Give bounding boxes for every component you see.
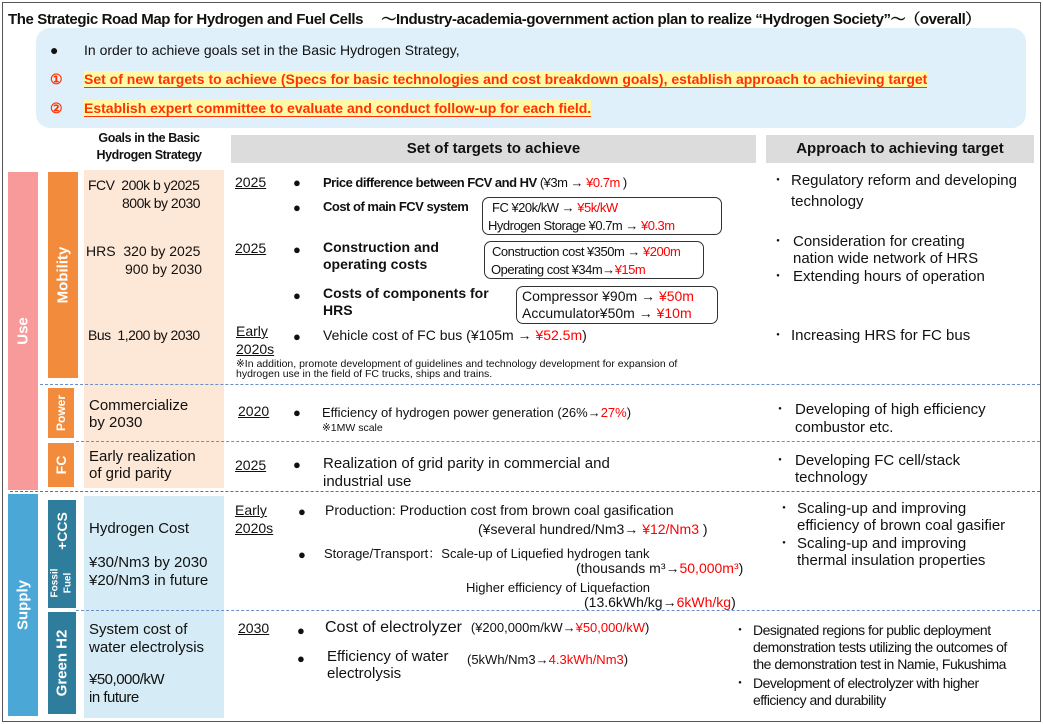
bullet-icon: ●	[293, 405, 301, 420]
goals-header: Goals in the Basic Hydrogen Strategy	[96, 131, 202, 162]
category-fc: FC	[48, 443, 74, 487]
bullet-icon: ●	[293, 329, 301, 344]
approach-combustor-2: combustor etc.	[795, 419, 894, 436]
section-supply: Supply	[8, 494, 38, 716]
divider	[40, 384, 1040, 385]
bullet-icon: ●	[293, 200, 301, 215]
target-water-efficiency-2: electrolysis	[327, 665, 402, 682]
divider	[76, 441, 1040, 442]
year-label: 2025	[235, 240, 267, 256]
target-production: Production: Production cost from brown coal gasification	[325, 502, 674, 518]
intro-line-1: ● In order to achieve goals set in the Basic Hydrogen Strategy,	[50, 42, 460, 58]
bullet-icon: ●	[293, 175, 301, 190]
category-power: Power	[48, 388, 74, 438]
approach-regulatory-2: technology	[791, 193, 864, 210]
goal-hrs: HRS 320 by 2025	[86, 243, 201, 259]
goal-bus: Bus 1,200 by 2030	[88, 327, 200, 343]
bullet-icon: ・	[771, 268, 785, 284]
goal-electrolysis-cost: ¥50,000/kW	[89, 671, 165, 688]
approach-namie-3: the demonstration test in Namie, Fukushima	[753, 656, 1006, 672]
year-label: Early	[236, 323, 268, 339]
goal-cost-future: ¥20/Nm3 in future	[89, 572, 209, 589]
category-mobility: Mobility	[48, 172, 78, 378]
bullet-icon: ・	[777, 535, 791, 551]
target-fc-cost: FC ¥20k/kW → ¥5k/kW	[492, 200, 618, 215]
targets-header: Set of targets to achieve	[231, 135, 756, 163]
bullet-icon: ●	[293, 457, 301, 472]
target-components-hrs: HRS	[323, 302, 353, 318]
year-label: 2030	[238, 620, 270, 636]
target-operating: operating costs	[323, 256, 428, 272]
approach-fc-bus: Increasing HRS for FC bus	[791, 327, 971, 344]
bullet-icon: ・	[733, 675, 747, 691]
goal-electrolysis-future: in future	[89, 689, 139, 706]
approach-extend-hours: Extending hours of operation	[793, 268, 985, 285]
bullet-icon: ●	[50, 42, 59, 58]
approach-insulation-2: thermal insulation properties	[797, 552, 986, 569]
year-label: 2020s	[236, 341, 275, 357]
category-green-h2: Green H2	[48, 612, 76, 714]
approach-regulatory: Regulatory reform and developing	[791, 172, 1017, 189]
divider	[76, 610, 1040, 611]
goal-power: Commercialize	[89, 397, 189, 414]
target-construction: Construction and	[323, 239, 439, 255]
intro-line-3: ② Establish expert committee to evaluate and conduct follow-up for each field.	[50, 100, 592, 116]
bullet-icon: ●	[298, 504, 306, 519]
bullet-icon: ・	[733, 622, 747, 638]
target-storage: Storage/Transport：Scale-up of Liquefied hydrogen tank	[324, 546, 650, 561]
divider	[10, 491, 1040, 492]
goal-fc-2: of grid parity	[89, 465, 172, 482]
target-power-efficiency: Efficiency of hydrogen power generation (26%→27%)	[322, 405, 632, 420]
note-fc-trucks-2: hydrogen use in the field of FC trucks, ships and trains.	[236, 368, 493, 380]
bullet-icon: ・	[771, 233, 785, 249]
approach-header: Approach to achieving target	[766, 135, 1034, 163]
intro-line-2: ① Set of new targets to achieve (Specs for basic technologies and cost breakdown goals), establish approach to achieving target	[50, 71, 928, 87]
target-accumulator: Accumulator¥50m → ¥10m	[522, 305, 692, 321]
target-grid-parity: Realization of grid parity in commercial and	[323, 455, 610, 472]
goal-fcv-2030: 800k by 2030	[122, 195, 201, 211]
target-operating-cost: Operating cost ¥34m→¥15m	[491, 262, 646, 277]
goal-hrs-2030: 900 by 2030	[125, 261, 203, 277]
bullet-icon: ●	[297, 623, 305, 638]
approach-insulation: Scaling-up and improving	[797, 535, 967, 552]
target-price-diff: Price difference between FCV and HV (¥3m → ¥0.7m )	[323, 175, 627, 190]
target-construction-cost: Construction cost ¥350m → ¥200m	[492, 244, 681, 259]
bullet-icon: ・	[773, 401, 787, 417]
goal-electrolysis: System cost of	[89, 621, 188, 638]
section-use: Use	[8, 172, 38, 490]
bullet-icon: ●	[298, 547, 306, 562]
approach-namie-2: demonstration tests utilizing the outcomes of	[753, 639, 1007, 655]
target-production-cost: (¥several hundred/Nm3→ ¥12/Nm3 )	[478, 521, 708, 537]
target-liquefaction-value: (13.6kWh/kg→6kWh/kg)	[584, 594, 736, 610]
approach-combustor: Developing of high efficiency	[795, 401, 986, 418]
approach-gasifier: Scaling-up and improving	[797, 500, 967, 517]
year-label: 2020s	[235, 520, 274, 536]
category-fossil-ccs: +CCS Fossil Fuel	[48, 500, 76, 608]
approach-fc-stack-2: technology	[795, 469, 868, 486]
target-fcv-system: Cost of main FCV system	[323, 199, 469, 214]
target-storage-tank: (thousands m³→50,000m³)	[576, 560, 744, 576]
goal-electrolysis-2: water electrolysis	[89, 639, 205, 656]
bullet-icon: ●	[293, 242, 301, 257]
approach-hrs-network: Consideration for creating	[793, 233, 965, 250]
approach-fc-stack: Developing FC cell/stack	[795, 452, 961, 469]
goal-fcv: FCV 200k b y2025	[88, 177, 200, 193]
target-electrolyzer: Cost of electrolyzer (¥200,000m/kW→¥50,000/kW)	[325, 619, 650, 636]
target-components: Costs of components for	[323, 285, 489, 301]
target-liquefaction: Higher efficiency of Liquefaction	[466, 580, 651, 595]
circled-two-icon: ②	[50, 100, 63, 116]
bullet-icon: ・	[771, 327, 785, 343]
approach-hrs-network-2: nation wide network of HRS	[793, 250, 979, 267]
page-title: The Strategic Road Map for Hydrogen and Fuel Cells ～Industry-academia-government action plan to realize “Hydrogen Society”～（overall）	[8, 11, 981, 28]
target-compressor: Compressor ¥90m → ¥50m	[522, 288, 694, 304]
goal-fc: Early realization	[89, 448, 196, 465]
target-fc-bus: Vehicle cost of FC bus (¥105m → ¥52.5m)	[323, 327, 587, 343]
year-label: Early	[235, 502, 267, 518]
target-h2-storage: Hydrogen Storage ¥0.7m → ¥0.3m	[488, 218, 675, 233]
target-water-efficiency-value: (5kWh/Nm3→4.3kWh/Nm3)	[467, 652, 629, 667]
note-1mw: ※1MW scale	[322, 422, 383, 434]
bullet-icon: ●	[297, 651, 305, 666]
circled-one-icon: ①	[50, 71, 63, 87]
goal-cost-2030: ¥30/Nm3 by 2030	[89, 554, 208, 571]
target-grid-parity-2: industrial use	[323, 473, 412, 490]
target-water-efficiency: Efficiency of water	[327, 648, 449, 665]
goal-power-2: by 2030	[89, 414, 143, 431]
bullet-icon: ・	[777, 500, 791, 516]
year-label: 2025	[235, 174, 267, 190]
year-label: 2025	[235, 457, 267, 473]
approach-electrolyzer: Development of electrolyzer with higher	[753, 675, 979, 691]
bullet-icon: ・	[773, 452, 787, 468]
approach-gasifier-2: efficiency of brown coal gasifier	[797, 517, 1006, 534]
approach-electrolyzer-2: efficiency and durability	[753, 692, 886, 708]
year-label: 2020	[238, 403, 270, 419]
note-fc-trucks: ※In addition, promote development of guidelines and technology development for expansion of	[236, 358, 678, 370]
bullet-icon: ●	[293, 288, 301, 303]
goal-hydrogen-cost: Hydrogen Cost	[89, 520, 190, 537]
approach-namie: Designated regions for public deployment	[753, 622, 991, 638]
bullet-icon: ・	[771, 172, 785, 188]
